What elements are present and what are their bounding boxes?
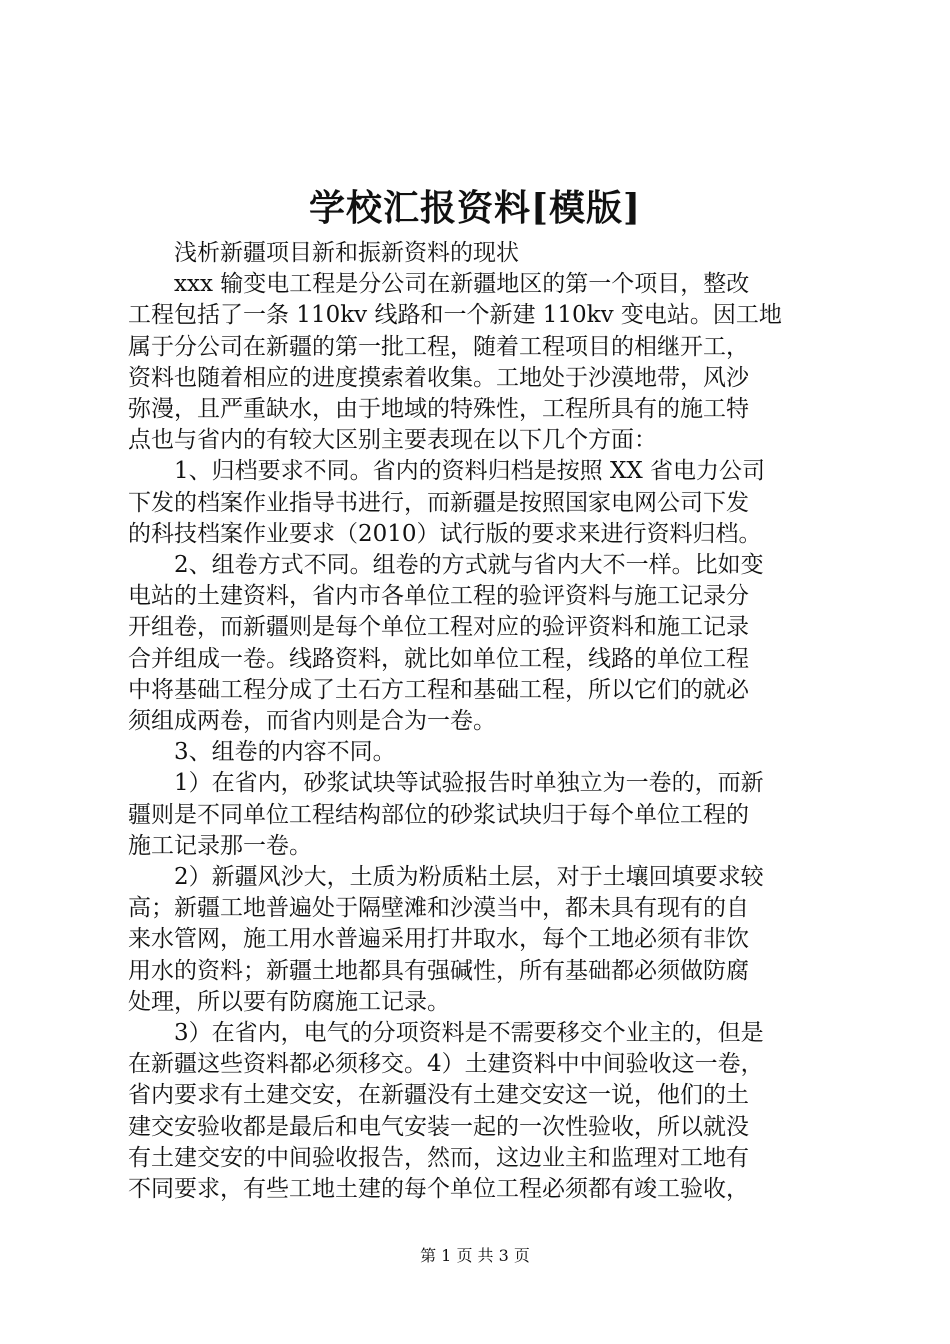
body-line: 1、归档要求不同。省内的资料归档是按照 XX 省电力公司 [174,458,766,485]
body-line: 有土建交安的中间验收报告，然而，这边业主和监理对工地有 [128,1144,749,1171]
document-body [128,238,832,1205]
body-line: 疆则是不同单位工程结构部位的砂浆试块归于每个单位工程的 [128,801,749,828]
body-line: 工程包括了一条 110kv 线路和一个新建 110kv 变电站。因工地 [128,302,782,329]
body-line: 属于分公司在新疆的第一批工程，随着工程项目的相继开工， [128,333,749,360]
body-line: 合并组成一卷。线路资料，就比如单位工程，线路的单位工程 [128,645,749,672]
body-line: 施工记录那一卷。 [128,832,312,859]
document-title: 学校汇报资料[模版] [308,187,642,229]
body-line: 须组成两卷，而省内则是合为一卷。 [128,708,496,735]
body-line: 浅析新疆项目新和振新资料的现状 [174,240,519,266]
body-line: 高；新疆工地普遍处于隔壁滩和沙漠当中，都未具有现有的自 [128,895,749,922]
body-line: 3）在省内，电气的分项资料是不需要移交个业主的，但是 [174,1020,764,1047]
body-line: 2、组卷方式不同。组卷的方式就与省内大不一样。比如变 [174,552,764,579]
body-line: 建交安验收都是最后和电气安装一起的一次性验收，所以就没 [128,1113,749,1140]
body-line: 下发的档案作业指导书进行，而新疆是按照国家电网公司下发 [128,489,749,516]
body-line: 1）在省内，砂浆试块等试验报告时单独立为一卷的，而新 [174,770,764,797]
body-line: 用水的资料；新疆土地都具有强碱性，所有基础都必须做防腐 [128,957,749,984]
body-line: 开组卷，而新疆则是每个单位工程对应的验评资料和施工记录 [128,614,749,641]
body-line: 2）新疆风沙大，土质为粉质粘土层，对于土壤回填要求较 [174,864,764,891]
body-line: xxx 输变电工程是分公司在新疆地区的第一个项目，整改 [174,271,750,298]
body-line: 省内要求有土建交安，在新疆没有土建交安这一说，他们的土 [128,1082,749,1109]
page-footer: 第 1 页 共 3 页 [420,1246,530,1265]
body-line: 电站的土建资料，省内市各单位工程的验评资料与施工记录分 [128,583,749,610]
body-line: 弥漫，且严重缺水，由于地域的特殊性，工程所具有的施工特 [128,396,749,423]
body-line: 不同要求，有些工地土建的每个单位工程必须都有竣工验收， [128,1176,749,1203]
body-line: 资料也随着相应的进度摸索着收集。工地处于沙漠地带，风沙 [128,364,749,391]
body-line: 的科技档案作业要求（2010）试行版的要求来进行资料归档。 [128,520,762,547]
body-line: 中将基础工程分成了土石方工程和基础工程，所以它们的就必 [128,676,749,703]
body-line: 来水管网，施工用水普遍采用打井取水，每个工地必须有非饮 [128,926,749,953]
body-line: 3、组卷的内容不同。 [174,739,396,766]
body-line: 在新疆这些资料都必须移交。4）土建资料中中间验收这一卷， [128,1051,764,1078]
body-line: 处理，所以要有防腐施工记录。 [128,988,450,1015]
body-line: 点也与省内的有较大区别主要表现在以下几个方面： [128,427,657,454]
